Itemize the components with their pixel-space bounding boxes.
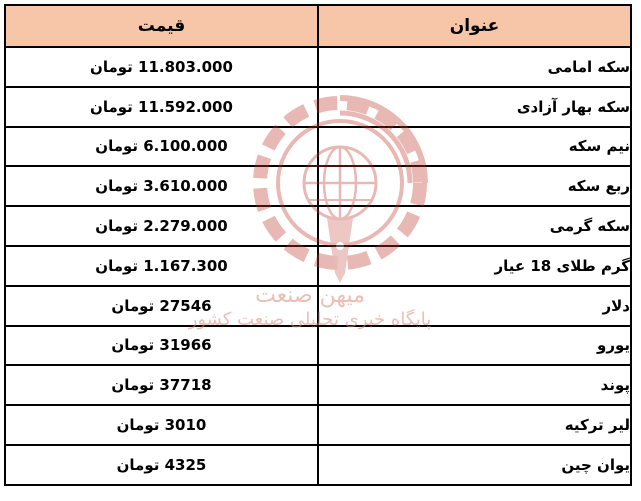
row-title: ربع سکه — [318, 166, 631, 206]
row-price: 1.167.300 تومان — [5, 246, 318, 286]
row-price: 27546 تومان — [5, 286, 318, 326]
row-title: یورو — [318, 326, 631, 366]
row-price: 11.592.000 تومان — [5, 87, 318, 127]
row-title: نیم سکه — [318, 127, 631, 167]
row-price: 31966 تومان — [5, 326, 318, 366]
row-price: 3010 تومان — [5, 405, 318, 445]
table-row — [5, 246, 631, 286]
row-price: 6.100.000 تومان — [5, 127, 318, 167]
table-row — [5, 87, 631, 127]
row-title: سکه امامی — [318, 47, 631, 87]
table-row — [5, 445, 631, 485]
header-price: قیمت — [5, 5, 318, 47]
row-title: لیر ترکیه — [318, 405, 631, 445]
row-price: 37718 تومان — [5, 365, 318, 405]
table-row — [5, 206, 631, 246]
row-title: سکه بهار آزادی — [318, 87, 631, 127]
row-title: یوان چین — [318, 445, 631, 485]
watermark-tagline: پایگاه خبری تحلیلی صنعت کشور — [188, 309, 432, 331]
row-price: 3.610.000 تومان — [5, 166, 318, 206]
watermark-name: میهن صنعت — [255, 283, 365, 308]
table-row — [5, 166, 631, 206]
header-title: عنوان — [318, 5, 631, 47]
table-row — [5, 286, 631, 326]
row-title: سکه گرمی — [318, 206, 631, 246]
row-title: گرم طلای 18 عیار — [318, 246, 631, 286]
table-row — [5, 365, 631, 405]
price-table — [4, 4, 632, 486]
row-price: 2.279.000 تومان — [5, 206, 318, 246]
table-row — [5, 127, 631, 167]
table-header-row — [5, 5, 631, 47]
row-title: پوند — [318, 365, 631, 405]
price-table-container — [4, 4, 632, 495]
table-row — [5, 47, 631, 87]
table-row — [5, 405, 631, 445]
row-price: 4325 تومان — [5, 445, 318, 485]
row-price: 11.803.000 تومان — [5, 47, 318, 87]
row-title: دلار — [318, 286, 631, 326]
table-row — [5, 326, 631, 366]
